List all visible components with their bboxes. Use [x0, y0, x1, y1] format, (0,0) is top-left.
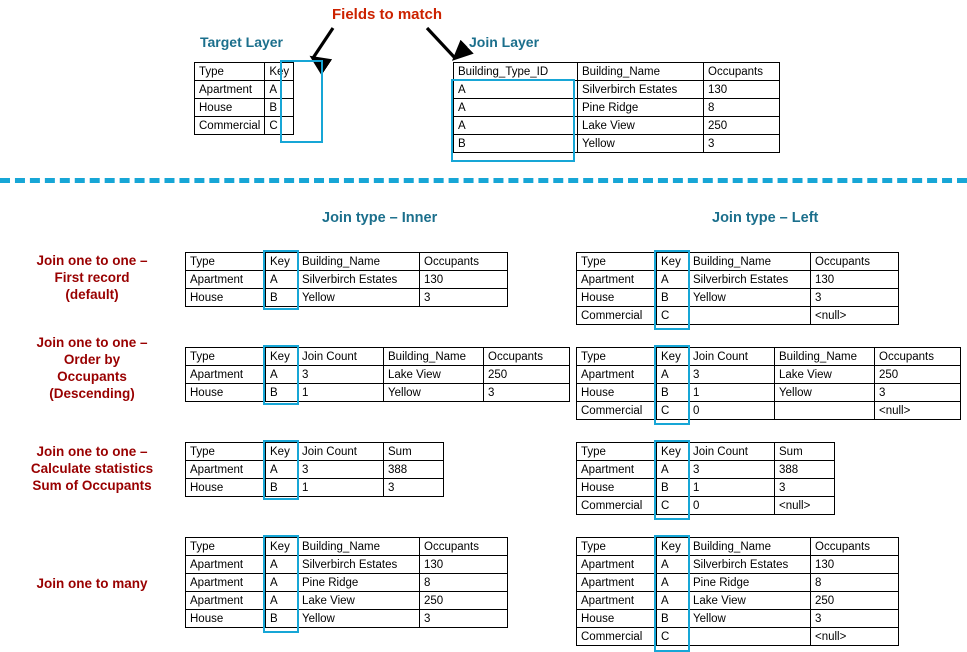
table-header-row — [186, 253, 508, 271]
table-cell: Silverbirch Estates — [578, 81, 704, 99]
inner-first-table-wrap — [185, 252, 508, 307]
table-cell: 3 — [298, 366, 384, 384]
table-cell: B — [266, 384, 298, 402]
table-cell: Apartment — [577, 592, 657, 610]
table-cell: Apartment — [577, 574, 657, 592]
table-cell: Pine Ridge — [689, 574, 811, 592]
table-cell: 250 — [420, 592, 508, 610]
row-label-first-record — [8, 252, 176, 303]
table-cell: Apartment — [186, 366, 266, 384]
column-header: Join Count — [298, 348, 384, 366]
table-cell: 130 — [420, 556, 508, 574]
table-cell: A — [266, 366, 298, 384]
table-cell: Silverbirch Estates — [298, 271, 420, 289]
table-row — [454, 99, 780, 117]
table-cell: 250 — [484, 366, 570, 384]
inner-order-table-wrap — [185, 347, 570, 402]
left-many-table-wrap — [576, 537, 899, 646]
table-cell: 388 — [384, 461, 444, 479]
row-label-line: Occupants — [57, 369, 127, 384]
column-header: Sum — [384, 443, 444, 461]
table-cell: Yellow — [298, 289, 420, 307]
table-cell: Apartment — [577, 366, 657, 384]
table-cell: B — [454, 135, 578, 153]
table-row — [186, 366, 570, 384]
table-cell: 388 — [775, 461, 835, 479]
table-row — [577, 271, 899, 289]
join-layer-title: Join Layer — [469, 34, 540, 50]
row-label-one-to-many — [8, 575, 176, 592]
table-cell: A — [266, 271, 298, 289]
table-cell: B — [265, 99, 294, 117]
table-header-row — [577, 443, 835, 461]
row-label-line: First record — [54, 270, 130, 285]
table-cell: A — [265, 81, 294, 99]
row-label-line: (default) — [65, 287, 119, 302]
table-cell — [689, 628, 811, 646]
table-row — [577, 289, 899, 307]
join-type-left-title: Join type – Left — [712, 210, 819, 226]
column-header: Building_Type_ID — [454, 63, 578, 81]
arrow-to-target-key — [313, 28, 333, 58]
table-row — [186, 574, 508, 592]
table-cell: 0 — [689, 497, 775, 515]
table-cell: 8 — [704, 99, 780, 117]
inner-stats-table — [185, 442, 444, 497]
column-header: Building_Name — [775, 348, 875, 366]
table-cell: 3 — [689, 366, 775, 384]
table-cell: Apartment — [186, 461, 266, 479]
table-header-row — [577, 253, 899, 271]
table-row — [577, 574, 899, 592]
table-cell: Commercial — [577, 628, 657, 646]
table-cell: Pine Ridge — [298, 574, 420, 592]
table-row — [186, 461, 444, 479]
table-cell: Apartment — [195, 81, 265, 99]
table-row — [577, 497, 835, 515]
table-cell: C — [657, 402, 689, 420]
table-row — [577, 402, 961, 420]
table-cell: House — [577, 384, 657, 402]
column-header: Building_Name — [384, 348, 484, 366]
table-cell: 3 — [875, 384, 961, 402]
table-cell: C — [657, 307, 689, 325]
join-type-inner-title: Join type – Inner — [322, 210, 438, 226]
column-header: Type — [186, 348, 266, 366]
table-cell: A — [657, 461, 689, 479]
table-cell: <null> — [811, 628, 899, 646]
table-row — [186, 384, 570, 402]
column-header: Occupants — [484, 348, 570, 366]
section-divider — [0, 178, 967, 183]
column-header: Building_Name — [298, 538, 420, 556]
table-cell: 130 — [811, 271, 899, 289]
table-row — [186, 592, 508, 610]
column-header: Join Count — [689, 443, 775, 461]
table-cell: B — [657, 384, 689, 402]
table-cell: Lake View — [384, 366, 484, 384]
table-cell: A — [454, 81, 578, 99]
table-row — [195, 99, 294, 117]
column-header: Occupants — [420, 538, 508, 556]
table-cell: Apartment — [186, 574, 266, 592]
table-cell: <null> — [775, 497, 835, 515]
table-cell: B — [657, 610, 689, 628]
arrow-to-join-key — [427, 28, 455, 58]
column-header: Key — [657, 443, 689, 461]
row-label-line: Calculate statistics — [30, 461, 154, 476]
table-row — [577, 384, 961, 402]
left-first-table — [576, 252, 899, 325]
column-header: Type — [577, 538, 657, 556]
table-cell: Yellow — [775, 384, 875, 402]
table-cell: A — [657, 574, 689, 592]
table-cell: 3 — [484, 384, 570, 402]
table-row — [577, 556, 899, 574]
column-header: Type — [186, 443, 266, 461]
column-header: Type — [577, 253, 657, 271]
table-cell: Commercial — [577, 497, 657, 515]
inner-many-table-wrap — [185, 537, 508, 628]
table-row — [186, 610, 508, 628]
table-cell: Commercial — [577, 307, 657, 325]
table-cell: 3 — [420, 610, 508, 628]
column-header: Type — [577, 348, 657, 366]
table-row — [186, 271, 508, 289]
table-cell: A — [657, 592, 689, 610]
target-layer-table-wrap — [194, 62, 294, 135]
table-cell: House — [186, 610, 266, 628]
column-header: Occupants — [875, 348, 961, 366]
row-label-line: Sum of Occupants — [32, 478, 152, 493]
table-cell: 3 — [298, 461, 384, 479]
table-row — [195, 117, 294, 135]
table-cell: A — [266, 461, 298, 479]
table-cell: House — [186, 384, 266, 402]
column-header: Key — [657, 348, 689, 366]
table-row — [577, 461, 835, 479]
column-header: Type — [186, 253, 266, 271]
table-cell: B — [266, 289, 298, 307]
table-cell: A — [657, 556, 689, 574]
table-cell: A — [657, 271, 689, 289]
table-header-row — [577, 348, 961, 366]
row-label-order-by-occupants — [8, 334, 176, 402]
table-row — [454, 117, 780, 135]
table-cell: Apartment — [577, 556, 657, 574]
column-header: Occupants — [420, 253, 508, 271]
table-header-row — [186, 538, 508, 556]
table-cell: Commercial — [195, 117, 265, 135]
column-header: Occupants — [811, 538, 899, 556]
table-cell: Commercial — [577, 402, 657, 420]
table-cell: Apartment — [186, 592, 266, 610]
table-cell: A — [657, 366, 689, 384]
join-layer-table-wrap — [453, 62, 780, 153]
table-cell: B — [657, 289, 689, 307]
table-cell: 1 — [298, 479, 384, 497]
table-cell: B — [657, 479, 689, 497]
table-cell: House — [186, 289, 266, 307]
table-cell: A — [266, 574, 298, 592]
table-cell: A — [266, 592, 298, 610]
column-header: Building_Name — [689, 538, 811, 556]
target-layer-title: Target Layer — [200, 34, 283, 50]
table-cell: 0 — [689, 402, 775, 420]
table-cell: Silverbirch Estates — [689, 556, 811, 574]
column-header: Type — [577, 443, 657, 461]
table-cell: 8 — [420, 574, 508, 592]
table-cell: 8 — [811, 574, 899, 592]
table-row — [454, 135, 780, 153]
table-cell: Silverbirch Estates — [689, 271, 811, 289]
table-cell: 250 — [811, 592, 899, 610]
column-header: Join Count — [298, 443, 384, 461]
table-cell: 3 — [811, 610, 899, 628]
column-header: Building_Name — [689, 253, 811, 271]
table-cell: B — [266, 610, 298, 628]
column-header: Occupants — [811, 253, 899, 271]
row-label-line: (Descending) — [49, 386, 135, 401]
table-cell: 250 — [704, 117, 780, 135]
inner-many-table — [185, 537, 508, 628]
table-cell: Lake View — [689, 592, 811, 610]
table-row — [577, 479, 835, 497]
table-header-row — [454, 63, 780, 81]
table-cell: C — [657, 628, 689, 646]
table-cell: Yellow — [384, 384, 484, 402]
row-label-calculate-statistics — [8, 443, 176, 494]
table-cell: House — [577, 289, 657, 307]
column-header: Building_Name — [298, 253, 420, 271]
table-cell: 3 — [420, 289, 508, 307]
fields-to-match-label: Fields to match — [332, 6, 443, 23]
table-cell: Yellow — [689, 610, 811, 628]
row-label-line: Join one to one – — [36, 253, 148, 268]
table-cell: C — [265, 117, 294, 135]
table-cell: 3 — [704, 135, 780, 153]
table-row — [186, 479, 444, 497]
column-header: Key — [266, 443, 298, 461]
table-cell: 130 — [420, 271, 508, 289]
table-cell: House — [186, 479, 266, 497]
join-layer-table — [453, 62, 780, 153]
column-header: Join Count — [689, 348, 775, 366]
left-first-table-wrap — [576, 252, 899, 325]
table-cell: Lake View — [298, 592, 420, 610]
left-order-table-wrap — [576, 347, 961, 420]
table-header-row — [195, 63, 294, 81]
inner-first-table — [185, 252, 508, 307]
table-cell: Silverbirch Estates — [298, 556, 420, 574]
table-header-row — [186, 348, 570, 366]
table-cell: Pine Ridge — [578, 99, 704, 117]
left-many-table — [576, 537, 899, 646]
table-cell: 1 — [689, 384, 775, 402]
table-cell: Yellow — [298, 610, 420, 628]
table-cell: <null> — [875, 402, 961, 420]
table-row — [454, 81, 780, 99]
table-row — [577, 628, 899, 646]
table-cell: B — [266, 479, 298, 497]
column-header: Sum — [775, 443, 835, 461]
table-header-row — [186, 443, 444, 461]
table-cell — [689, 307, 811, 325]
table-cell: Apartment — [577, 461, 657, 479]
table-row — [195, 81, 294, 99]
table-cell: 130 — [811, 556, 899, 574]
column-header: Key — [266, 538, 298, 556]
table-row — [186, 556, 508, 574]
table-cell: 3 — [811, 289, 899, 307]
row-label-line: Join one to many — [36, 576, 148, 591]
table-cell: A — [454, 117, 578, 135]
column-header: Building_Name — [578, 63, 704, 81]
table-cell: 3 — [384, 479, 444, 497]
table-cell: 1 — [298, 384, 384, 402]
table-row — [577, 307, 899, 325]
table-cell: A — [454, 99, 578, 117]
table-cell: 250 — [875, 366, 961, 384]
table-cell: 1 — [689, 479, 775, 497]
column-header: Key — [657, 538, 689, 556]
table-row — [577, 366, 961, 384]
table-cell: Yellow — [578, 135, 704, 153]
table-cell: Apartment — [186, 271, 266, 289]
table-cell: C — [657, 497, 689, 515]
row-label-line: Order by — [63, 352, 121, 367]
column-header: Occupants — [704, 63, 780, 81]
row-label-line: Join one to one – — [36, 444, 148, 459]
inner-stats-table-wrap — [185, 442, 444, 497]
table-cell: 3 — [689, 461, 775, 479]
column-header: Key — [657, 253, 689, 271]
table-header-row — [577, 538, 899, 556]
table-cell — [775, 402, 875, 420]
table-cell: House — [195, 99, 265, 117]
table-cell: A — [266, 556, 298, 574]
column-header: Key — [266, 253, 298, 271]
inner-order-table — [185, 347, 570, 402]
table-cell: Apartment — [186, 556, 266, 574]
left-order-table — [576, 347, 961, 420]
column-header: Key — [266, 348, 298, 366]
column-header: Type — [195, 63, 265, 81]
table-row — [577, 592, 899, 610]
table-cell: Lake View — [578, 117, 704, 135]
table-cell: Apartment — [577, 271, 657, 289]
column-header: Key — [265, 63, 294, 81]
table-cell: Lake View — [775, 366, 875, 384]
column-header: Type — [186, 538, 266, 556]
table-row — [186, 289, 508, 307]
table-cell: 3 — [775, 479, 835, 497]
table-cell: Yellow — [689, 289, 811, 307]
table-row — [577, 610, 899, 628]
table-cell: House — [577, 479, 657, 497]
row-label-line: Join one to one – — [36, 335, 148, 350]
target-layer-table — [194, 62, 294, 135]
table-cell: <null> — [811, 307, 899, 325]
table-cell: House — [577, 610, 657, 628]
left-stats-table-wrap — [576, 442, 835, 515]
table-cell: 130 — [704, 81, 780, 99]
left-stats-table — [576, 442, 835, 515]
